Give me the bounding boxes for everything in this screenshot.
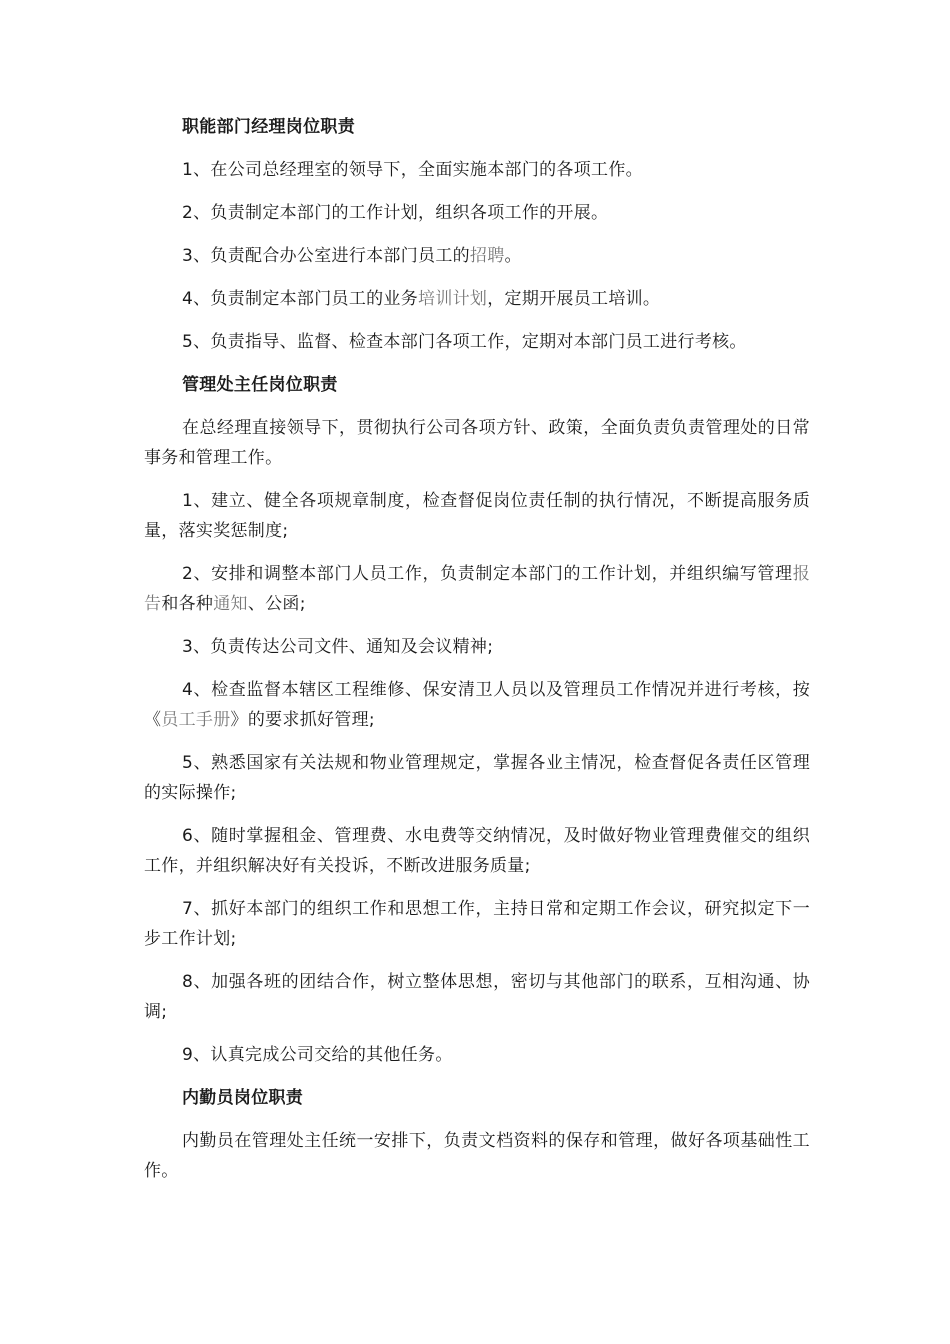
list-item: 3、负责传达公司文件、通知及会议精神;: [182, 637, 494, 657]
list-item: 8、加强各班的团结合作，树立整体思想，密切与其他部门的联系，互相沟通、协调;: [144, 972, 810, 1022]
list-item: 4、负责制定本部门员工的业务培训计划，定期开展员工培训。: [182, 289, 661, 309]
list-item: 5、熟悉国家有关法规和物业管理规定，掌握各业主情况，检查督促各责任区管理的实际操作;: [144, 753, 810, 803]
section-heading-clerk: 内勤员岗位职责: [182, 1088, 304, 1108]
list-item: 2、安排和调整本部门人员工作，负责制定本部门的工作计划，并组织编写管理报告和各种通知、公函;: [144, 564, 810, 614]
intro-paragraph: 在总经理直接领导下，贯彻执行公司各项方针、政策，全面负责负责管理处的日常事务和管理工作。: [144, 418, 810, 468]
document-page: [144, 112, 810, 1199]
list-item: 6、随时掌握租金、管理费、水电费等交纳情况，及时做好物业管理费催交的组织工作，并组织解决好有关投诉，不断改进服务质量;: [144, 826, 810, 876]
link-employee-handbook[interactable]: 员工手册: [161, 710, 231, 730]
section-heading-office-director: 管理处主任岗位职责: [182, 375, 338, 395]
list-item: 3、负责配合办公室进行本部门员工的招聘。: [182, 246, 522, 266]
list-item: 2、负责制定本部门的工作计划，组织各项工作的开展。: [182, 203, 609, 223]
list-item: 1、建立、健全各项规章制度，检查督促岗位责任制的执行情况，不断提高服务质量，落实奖惩制度;: [144, 491, 810, 541]
link-recruitment[interactable]: 招聘: [469, 246, 505, 266]
link-training-plan[interactable]: 培训计划: [418, 289, 488, 309]
list-item: 7、抓好本部门的组织工作和思想工作，主持日常和定期工作会议，研究拟定下一步工作计划;: [144, 899, 810, 949]
intro-paragraph: 内勤员在管理处主任统一安排下，负责文档资料的保存和管理，做好各项基础性工作。: [144, 1131, 810, 1181]
link-report[interactable]: 报告: [144, 564, 810, 614]
list-item: 9、认真完成公司交给的其他任务。: [182, 1045, 453, 1065]
list-item: 1、在公司总经理室的领导下，全面实施本部门的各项工作。: [182, 160, 643, 180]
link-notice[interactable]: 通知: [213, 594, 248, 614]
list-item: 5、负责指导、监督、检查本部门各项工作，定期对本部门员工进行考核。: [182, 332, 747, 352]
section-heading-dept-manager: 职能部门经理岗位职责: [182, 117, 355, 137]
list-item: 4、检查监督本辖区工程维修、保安清卫人员以及管理员工作情况并进行考核，按《员工手册》的要求抓好管理;: [144, 680, 810, 730]
